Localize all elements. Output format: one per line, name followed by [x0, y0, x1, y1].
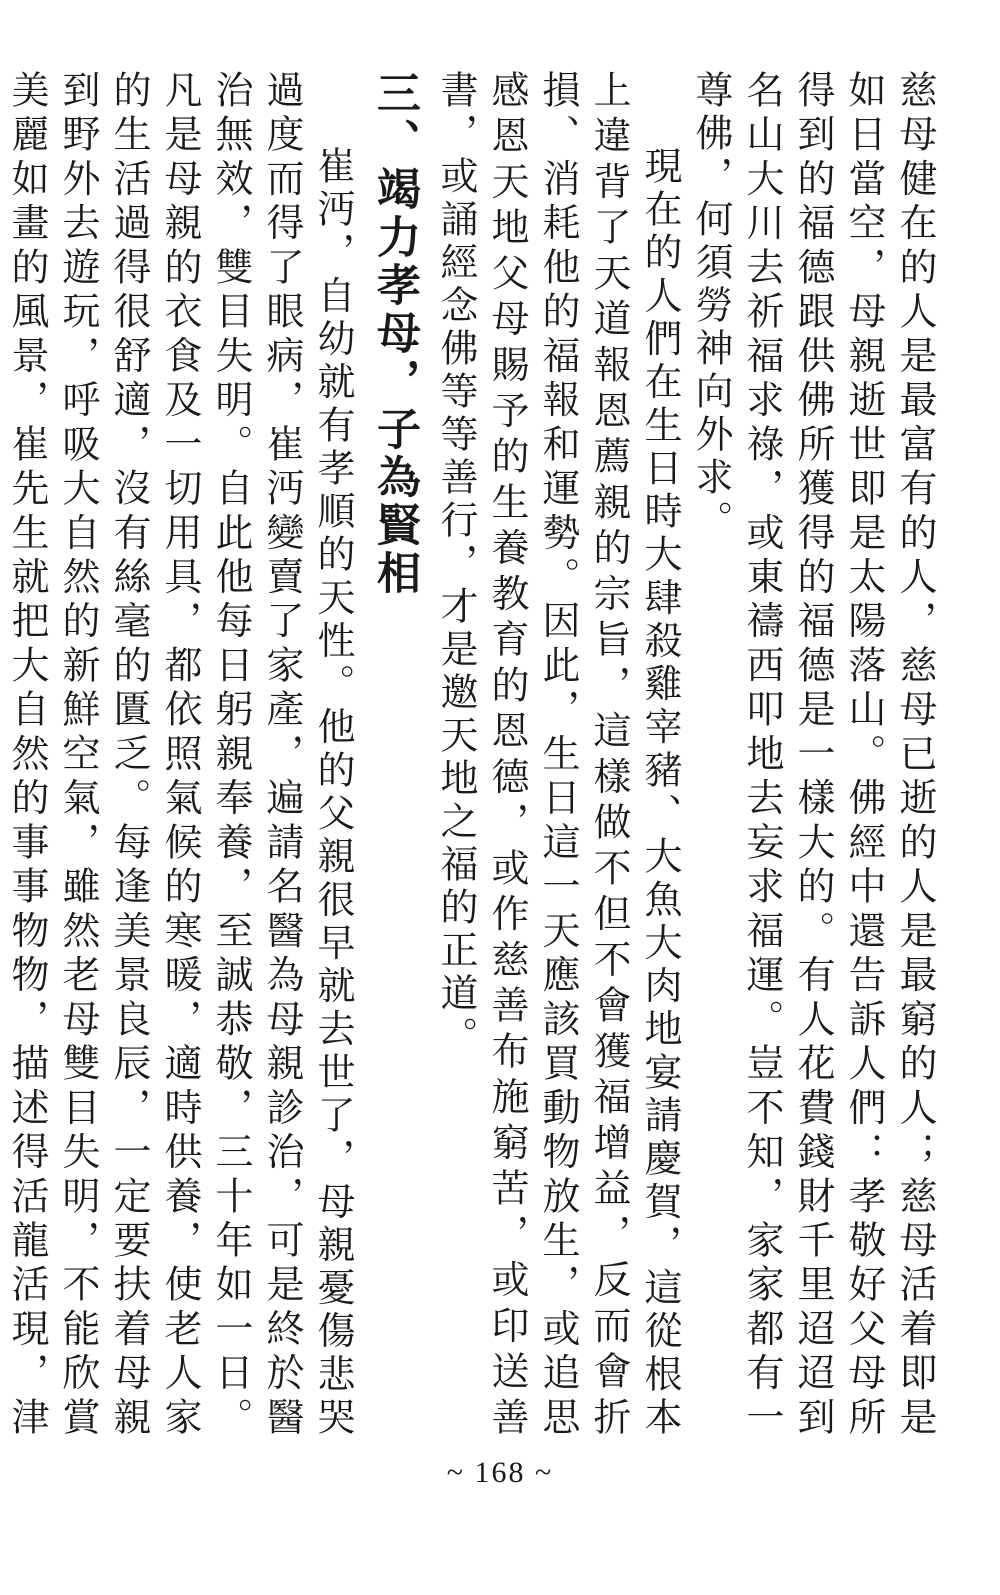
page-number: ~ 168 ~	[446, 1456, 554, 1489]
vertical-text-body	[5, 70, 940, 1440]
section-heading: 三、竭力孝母，子為賢相	[369, 70, 420, 598]
paragraph-cui-mian-story: 崔沔，自幼就有孝順的天性。他的父親很早就去世了，母親憂傷悲哭過度而得了眼病，崔沔變賣了家產，遍請名醫為母親診治，可是終於醫治無效，雙目失明。自此他每日躬親奉養，至誠恭敬，三十年如一日。凡是母親的衣食及一切用具，都依照氣候的寒暖，適時供養，使老人家的生活過得很舒適，沒有絲毫的匱乏。每逢美景良辰，一定要扶着母親到野外去遊玩，呼吸大自然的新鮮空氣，雖然老母雙目失明，不能欣賞美麗如畫的風景，崔先生就把大自然的事事物物，描述得活龍活現，津	[5, 70, 355, 1440]
paragraph-filial-blessing: 慈母健在的人是最富有的人，慈母已逝的人是最窮的人；慈母活着即是如日當空，母親逝世即是太陽落山。佛經中還告訴人們：孝敬好父母所得到的福德跟供佛所獲得的福德是一樣大的。有人花費錢財千里迢迢到名山大川去祈福求祿，或東禱西叩地去妄求福運。豈不知，家家都有一尊佛，何須勞神向外求。	[689, 70, 937, 1440]
paragraph-birthday-custom: 現在的人們在生日時大肆殺雞宰豬、大魚大肉地宴請慶賀，這從根本上違背了天道報恩薦親的宗旨，這樣做不但不會獲福增益，反而會折損、消耗他的福報和運勢。因此，生日這一天應該買動物放生，或追思感恩天地父母賜予的生養教育的恩德，或作慈善布施窮苦，或印送善書，或誦經念佛等等善行，才是邀天地之福的正道。	[434, 70, 682, 1440]
